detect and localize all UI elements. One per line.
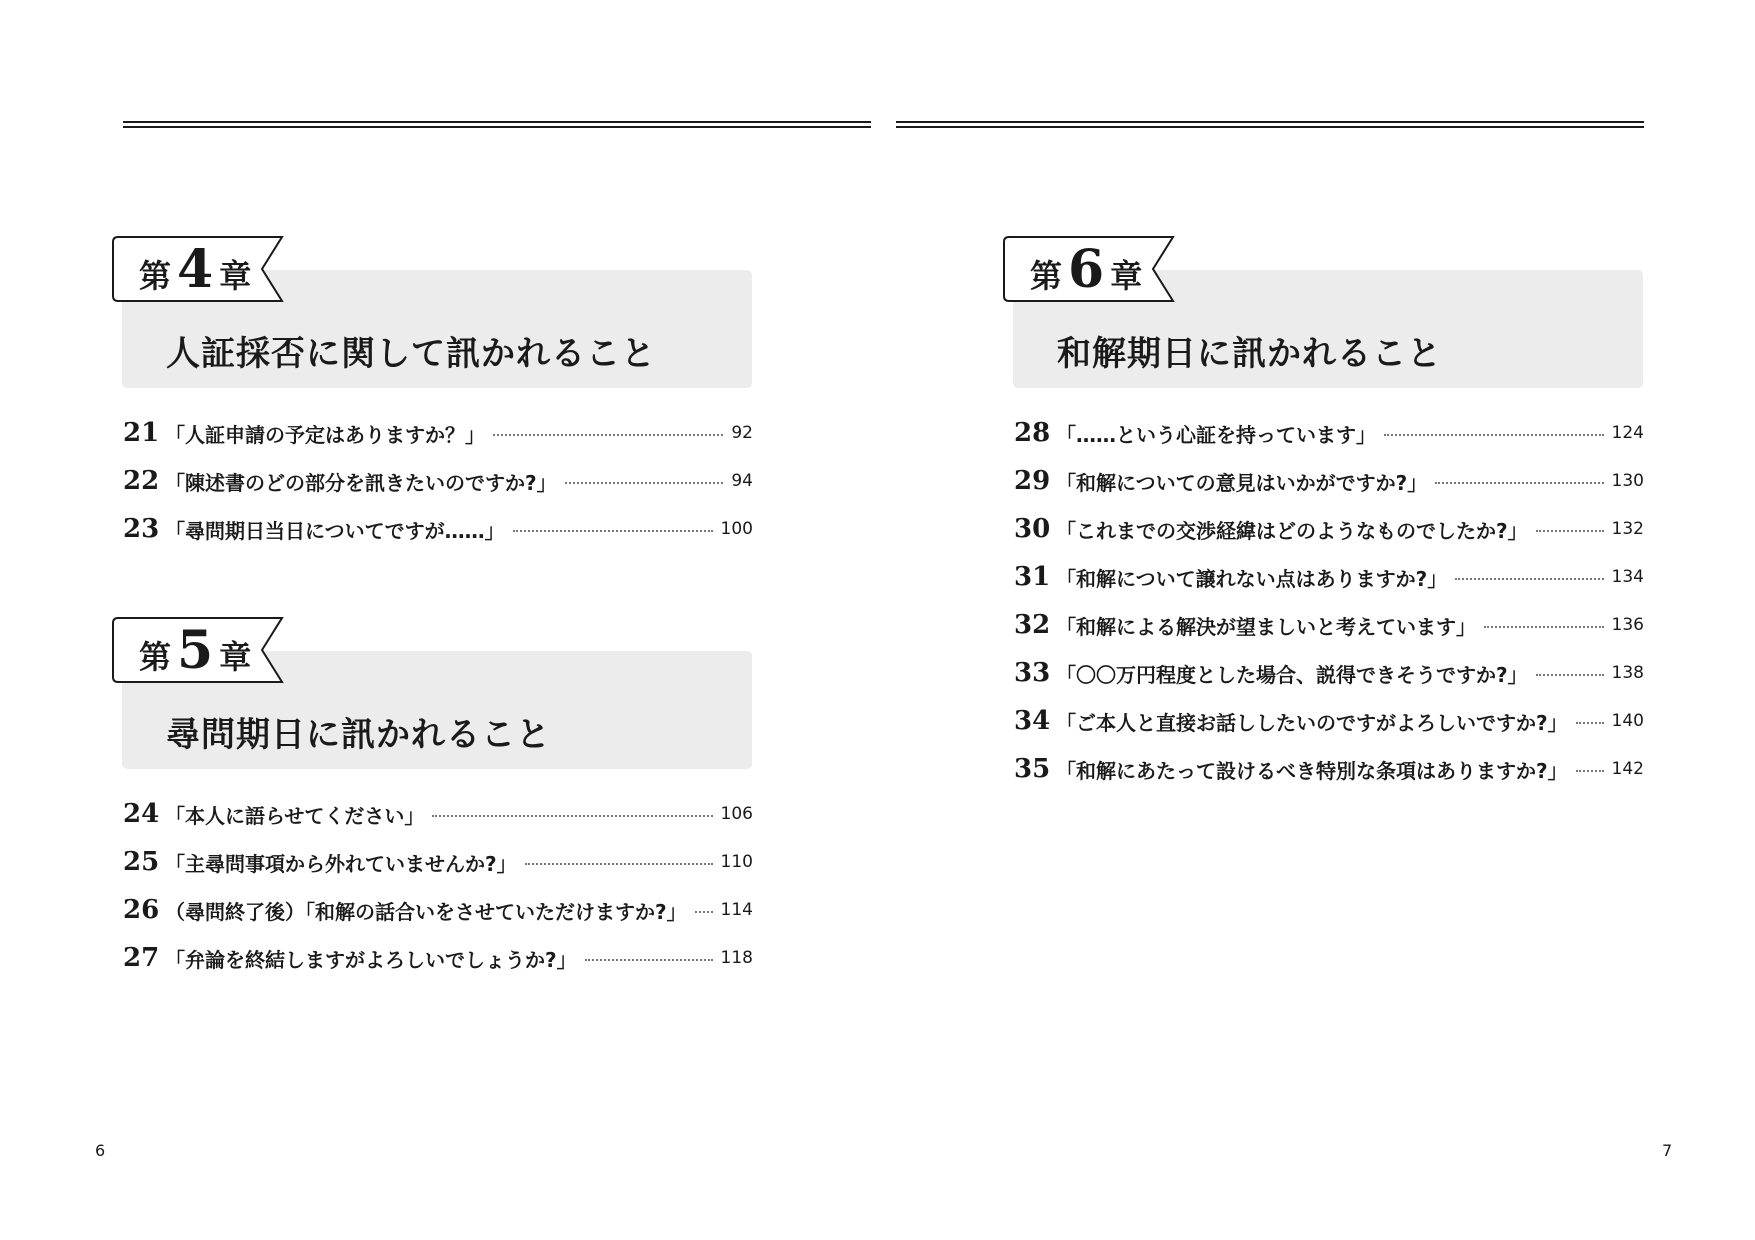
chapter-label-suffix: 章 bbox=[219, 638, 252, 676]
chapter-number: 4 bbox=[177, 239, 214, 300]
entry-title: 「和解について譲れない点はありますか?」 bbox=[1056, 566, 1448, 591]
chapter-4-entries bbox=[123, 409, 753, 553]
entry-page: 124 bbox=[1611, 423, 1644, 443]
toc-entry[interactable] bbox=[1014, 601, 1644, 649]
toc-entry[interactable] bbox=[1014, 745, 1644, 793]
chapter-label bbox=[139, 239, 252, 300]
dot-leader bbox=[513, 530, 713, 532]
dot-leader bbox=[565, 482, 724, 484]
toc-entry[interactable] bbox=[1014, 553, 1644, 601]
entry-number: 28 bbox=[1014, 418, 1051, 448]
chapter-label-prefix: 第 bbox=[139, 257, 172, 295]
dot-leader bbox=[1435, 482, 1603, 484]
dot-leader bbox=[585, 959, 713, 961]
entry-title: 「これまでの交渉経緯はどのようなものでしたか?」 bbox=[1056, 518, 1528, 543]
dot-leader bbox=[1576, 770, 1604, 772]
chapter-title: 和解期日に訊かれること bbox=[1057, 334, 1442, 374]
chapter-5-entries bbox=[123, 790, 753, 982]
toc-entry[interactable] bbox=[123, 790, 753, 838]
entry-page: 92 bbox=[731, 423, 753, 443]
entry-page: 138 bbox=[1611, 663, 1644, 683]
entry-title: （尋問終了後）「和解の話合いをさせていただけますか?」 bbox=[165, 899, 687, 924]
entry-number: 34 bbox=[1014, 706, 1051, 736]
toc-entry[interactable] bbox=[123, 505, 753, 553]
entry-title: 「人証申請の予定はありますか？」 bbox=[165, 422, 485, 447]
entry-page: 100 bbox=[720, 519, 753, 539]
entry-number: 24 bbox=[123, 799, 160, 829]
entry-number: 25 bbox=[123, 847, 160, 877]
toc-entry[interactable] bbox=[123, 409, 753, 457]
entry-number: 32 bbox=[1014, 610, 1051, 640]
entry-page: 136 bbox=[1611, 615, 1644, 635]
entry-number: 31 bbox=[1014, 562, 1051, 592]
toc-entry[interactable] bbox=[1014, 697, 1644, 745]
entry-page: 142 bbox=[1611, 759, 1644, 779]
entry-number: 21 bbox=[123, 418, 160, 448]
toc-entry[interactable] bbox=[123, 886, 753, 934]
header-rule-left bbox=[123, 121, 871, 128]
chapter-label bbox=[139, 620, 252, 681]
entry-page: 114 bbox=[720, 900, 753, 920]
entry-page: 140 bbox=[1611, 711, 1644, 731]
dot-leader bbox=[493, 434, 723, 436]
entry-page: 106 bbox=[720, 804, 753, 824]
entry-page: 110 bbox=[720, 852, 753, 872]
entry-title: 「陳述書のどの部分を訊きたいのですか?」 bbox=[165, 470, 557, 495]
toc-entry[interactable] bbox=[1014, 457, 1644, 505]
chapter-number: 5 bbox=[177, 620, 214, 681]
page-number-right: 7 bbox=[1662, 1141, 1673, 1160]
dot-leader bbox=[1455, 578, 1603, 580]
entry-page: 132 bbox=[1611, 519, 1644, 539]
chapter-title: 人証採否に関して訊かれること bbox=[166, 334, 656, 374]
dot-leader bbox=[1536, 674, 1604, 676]
toc-entry[interactable] bbox=[123, 934, 753, 982]
entry-title: 「〇〇万円程度とした場合、説得できそうですか?」 bbox=[1056, 662, 1528, 687]
entry-title: 「弁論を終結しますがよろしいでしょうか?」 bbox=[165, 947, 577, 972]
entry-number: 22 bbox=[123, 466, 160, 496]
entry-title: 「和解にあたって設けるべき特別な条項はありますか?」 bbox=[1056, 758, 1568, 783]
chapter-label-suffix: 章 bbox=[1110, 257, 1143, 295]
chapter-title: 尋問期日に訊かれること bbox=[166, 715, 551, 755]
chapter-label-prefix: 第 bbox=[139, 638, 172, 676]
dot-leader bbox=[525, 863, 713, 865]
entry-number: 29 bbox=[1014, 466, 1051, 496]
entry-page: 94 bbox=[731, 471, 753, 491]
toc-entry[interactable] bbox=[1014, 649, 1644, 697]
entry-title: 「ご本人と直接お話ししたいのですがよろしいですか?」 bbox=[1056, 710, 1568, 735]
chapter-label-suffix: 章 bbox=[219, 257, 252, 295]
entry-title: 「……という心証を持っています」 bbox=[1056, 422, 1376, 447]
entry-title: 「主尋問事項から外れていませんか?」 bbox=[165, 851, 517, 876]
page-number-left: 6 bbox=[95, 1141, 106, 1160]
dot-leader bbox=[1484, 626, 1604, 628]
dot-leader bbox=[1576, 722, 1604, 724]
dot-leader bbox=[695, 911, 713, 913]
entry-title: 「和解についての意見はいかがですか?」 bbox=[1056, 470, 1428, 495]
chapter-label bbox=[1030, 239, 1143, 300]
dot-leader bbox=[1536, 530, 1604, 532]
entry-number: 35 bbox=[1014, 754, 1051, 784]
entry-number: 26 bbox=[123, 895, 160, 925]
entry-number: 30 bbox=[1014, 514, 1051, 544]
entry-number: 27 bbox=[123, 943, 160, 973]
header-rule-right bbox=[896, 121, 1644, 128]
entry-title: 「和解による解決が望ましいと考えています」 bbox=[1056, 614, 1476, 639]
toc-entry[interactable] bbox=[123, 838, 753, 886]
entry-page: 134 bbox=[1611, 567, 1644, 587]
toc-entry[interactable] bbox=[123, 457, 753, 505]
toc-entry[interactable] bbox=[1014, 409, 1644, 457]
chapter-number: 6 bbox=[1068, 239, 1105, 300]
dot-leader bbox=[432, 815, 712, 817]
chapter-6-entries bbox=[1014, 409, 1644, 793]
entry-title: 「尋問期日当日についてですが……」 bbox=[165, 518, 505, 543]
dot-leader bbox=[1384, 434, 1604, 436]
entry-number: 23 bbox=[123, 514, 160, 544]
toc-entry[interactable] bbox=[1014, 505, 1644, 553]
entry-number: 33 bbox=[1014, 658, 1051, 688]
entry-page: 130 bbox=[1611, 471, 1644, 491]
chapter-label-prefix: 第 bbox=[1030, 257, 1063, 295]
entry-title: 「本人に語らせてください」 bbox=[165, 803, 425, 828]
entry-page: 118 bbox=[720, 948, 753, 968]
